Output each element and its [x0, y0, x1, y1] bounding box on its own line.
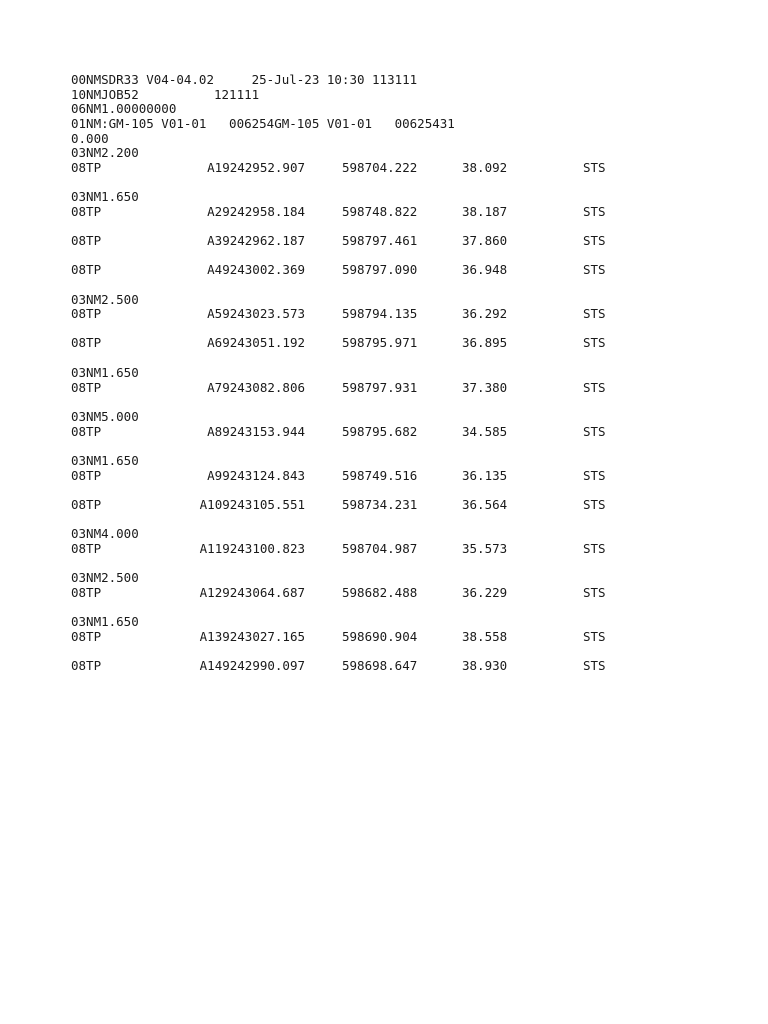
- record-easting: 598682.488: [342, 585, 418, 600]
- section-line: 03NM5.000: [71, 409, 139, 424]
- record-easting: 598795.971: [342, 335, 418, 350]
- record-easting: 598734.231: [342, 497, 418, 512]
- record-elevation: 36.135: [462, 468, 508, 483]
- section-line: 03NM2.500: [71, 570, 139, 585]
- record-code: 08TP: [71, 306, 102, 321]
- record-id: A39242962.187: [207, 233, 305, 248]
- header-line: 01NM:GM-105 V01-01 006254GM-105 V01-01 00625431: [71, 116, 455, 131]
- record-id: A119243100.823: [199, 541, 305, 556]
- record-code: 08TP: [71, 585, 102, 600]
- record-id: A109243105.551: [199, 497, 305, 512]
- record-easting: 598795.682: [342, 424, 418, 439]
- record-id: A79243082.806: [207, 380, 305, 395]
- record-code: 08TP: [71, 468, 102, 483]
- section-line: 03NM1.650: [71, 365, 139, 380]
- record-elevation: 38.092: [462, 160, 508, 175]
- record-flag: STS: [583, 585, 606, 600]
- record-id: A59243023.573: [207, 306, 305, 321]
- record-flag: STS: [583, 233, 606, 248]
- section-line: 03NM2.500: [71, 292, 139, 307]
- section-line: 03NM1.650: [71, 189, 139, 204]
- record-code: 08TP: [71, 233, 102, 248]
- record-elevation: 38.187: [462, 204, 508, 219]
- record-easting: 598797.461: [342, 233, 418, 248]
- record-code: 08TP: [71, 658, 102, 673]
- header-line: 03NM2.200: [71, 145, 139, 160]
- record-row: [0, 233, 768, 248]
- record-row: [0, 380, 768, 395]
- record-code: 08TP: [71, 204, 102, 219]
- record-flag: STS: [583, 262, 606, 277]
- section-line: 03NM1.650: [71, 453, 139, 468]
- record-code: 08TP: [71, 497, 102, 512]
- record-id: A89243153.944: [207, 424, 305, 439]
- record-flag: STS: [583, 541, 606, 556]
- record-elevation: 36.292: [462, 306, 508, 321]
- record-easting: 598797.931: [342, 380, 418, 395]
- record-easting: 598704.222: [342, 160, 418, 175]
- record-easting: 598749.516: [342, 468, 418, 483]
- record-row: [0, 160, 768, 175]
- record-row: [0, 335, 768, 350]
- header-line: 06NM1.00000000: [71, 101, 177, 116]
- record-flag: STS: [583, 335, 606, 350]
- record-elevation: 38.558: [462, 629, 508, 644]
- record-easting: 598698.647: [342, 658, 418, 673]
- header-line: 0.000: [71, 131, 109, 146]
- record-easting: 598797.090: [342, 262, 418, 277]
- record-row: [0, 306, 768, 321]
- record-id: A49243002.369: [207, 262, 305, 277]
- record-easting: 598748.822: [342, 204, 418, 219]
- record-flag: STS: [583, 658, 606, 673]
- record-flag: STS: [583, 468, 606, 483]
- record-id: A99243124.843: [207, 468, 305, 483]
- header-line: 10NMJOB52 121111: [71, 87, 260, 102]
- record-id: A149242990.097: [199, 658, 305, 673]
- record-row: [0, 204, 768, 219]
- record-flag: STS: [583, 497, 606, 512]
- record-code: 08TP: [71, 424, 102, 439]
- record-easting: 598690.904: [342, 629, 418, 644]
- record-row: [0, 629, 768, 644]
- record-code: 08TP: [71, 262, 102, 277]
- record-code: 08TP: [71, 160, 102, 175]
- record-code: 08TP: [71, 629, 102, 644]
- record-flag: STS: [583, 424, 606, 439]
- record-id: A29242958.184: [207, 204, 305, 219]
- record-row: [0, 262, 768, 277]
- record-elevation: 38.930: [462, 658, 508, 673]
- record-code: 08TP: [71, 335, 102, 350]
- section-line: 03NM4.000: [71, 526, 139, 541]
- record-code: 08TP: [71, 380, 102, 395]
- record-flag: STS: [583, 204, 606, 219]
- record-row: [0, 497, 768, 512]
- record-code: 08TP: [71, 541, 102, 556]
- record-flag: STS: [583, 629, 606, 644]
- record-elevation: 36.948: [462, 262, 508, 277]
- record-id: A139243027.165: [199, 629, 305, 644]
- record-id: A129243064.687: [199, 585, 305, 600]
- record-elevation: 37.380: [462, 380, 508, 395]
- section-line: 03NM1.650: [71, 614, 139, 629]
- record-row: [0, 541, 768, 556]
- record-flag: STS: [583, 380, 606, 395]
- record-elevation: 37.860: [462, 233, 508, 248]
- record-id: A19242952.907: [207, 160, 305, 175]
- record-elevation: 36.229: [462, 585, 508, 600]
- record-row: [0, 468, 768, 483]
- record-row: [0, 658, 768, 673]
- record-easting: 598794.135: [342, 306, 418, 321]
- record-elevation: 34.585: [462, 424, 508, 439]
- record-flag: STS: [583, 160, 606, 175]
- header-line: 00NMSDR33 V04-04.02 25-Jul-23 10:30 113111: [71, 72, 418, 87]
- record-flag: STS: [583, 306, 606, 321]
- record-elevation: 36.895: [462, 335, 508, 350]
- record-id: A69243051.192: [207, 335, 305, 350]
- record-elevation: 35.573: [462, 541, 508, 556]
- record-elevation: 36.564: [462, 497, 508, 512]
- record-easting: 598704.987: [342, 541, 418, 556]
- record-row: [0, 424, 768, 439]
- record-row: [0, 585, 768, 600]
